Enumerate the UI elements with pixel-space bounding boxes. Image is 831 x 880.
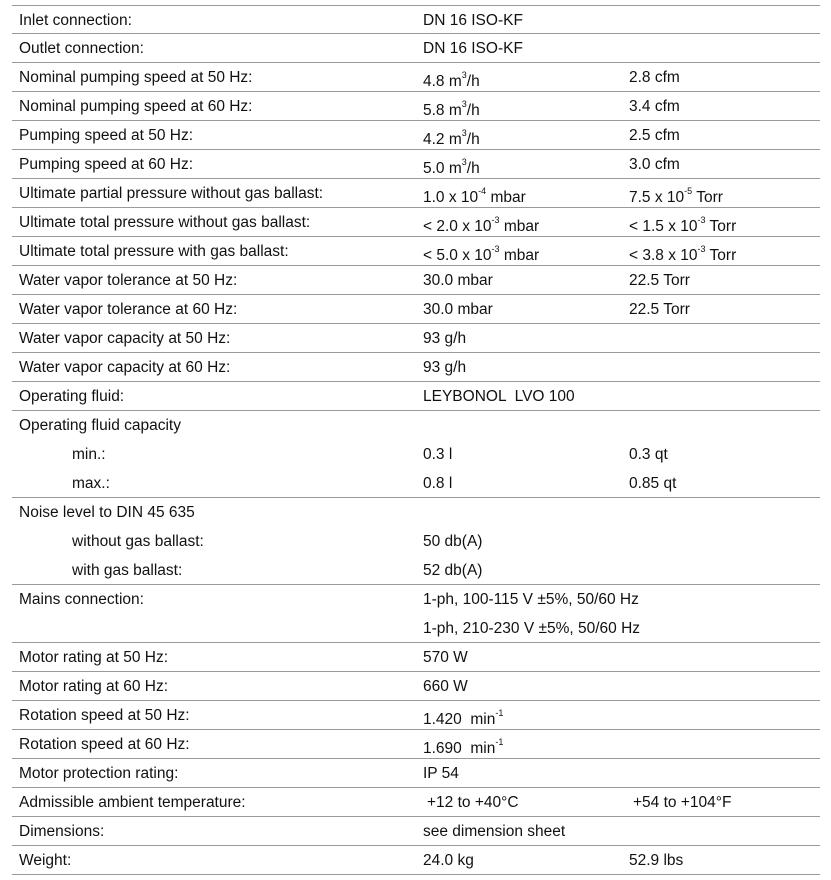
row-ultimate-partial-pressure [12,179,820,208]
row-value-metric: 52 db(A) [423,562,483,579]
row-value-metric: 1-ph, 100-115 V ±5%, 50/60 Hz [423,591,639,608]
row-label: Nominal pumping speed at 60 Hz: [19,98,253,115]
row-nominal-pumping-speed-50hz [12,63,820,92]
value-base: 4.2 m [423,131,462,149]
row-label: Mains connection: [19,591,144,608]
row-value-metric: DN 16 ISO-KF [423,12,523,29]
row-value-metric: 30.0 mbar [423,301,493,318]
row-weight [12,846,820,875]
row-label: Water vapor capacity at 60 Hz: [19,359,231,376]
row-value-metric: 660 W [423,678,468,695]
row-rotation-speed-60hz [12,730,820,759]
row-label: with gas ballast: [72,562,183,579]
row-pumping-speed-50hz [12,121,820,150]
row-label: Weight: [19,852,72,869]
row-label: Motor protection rating: [19,765,179,782]
value-exponent: 3 [461,99,467,109]
row-value-imperial: 3.0 cfm [629,156,680,173]
value-base: 1.420 min [423,711,496,729]
row-value-metric: 0.8 l [423,475,453,492]
row-label: Nominal pumping speed at 50 Hz: [19,69,253,86]
row-outlet-connection [12,34,820,63]
row-value-metric: LEYBONOL LVO 100 [423,388,575,405]
value-unit: mbar [499,218,540,236]
row-noise-with-ballast [12,556,820,585]
row-motor-protection-rating [12,759,820,788]
value-base: 4.8 m [423,73,462,91]
value-unit: /h [466,160,480,178]
row-value-metric: see dimension sheet [423,823,566,840]
row-label: Admissible ambient temperature: [19,794,246,811]
row-water-vapor-capacity-60hz [12,353,820,382]
row-ultimate-total-pressure-with-ballast [12,237,820,266]
row-ultimate-total-pressure-no-ballast [12,208,820,237]
value-exponent: -3 [491,244,500,254]
row-label: min.: [72,446,106,463]
row-pumping-speed-60hz [12,150,820,179]
value-unit: Torr [705,218,737,236]
row-label: Ultimate total pressure without gas ballast: [19,214,311,231]
row-fluid-capacity-min [12,440,820,469]
row-operating-fluid [12,382,820,411]
row-value-metric: 93 g/h [423,330,467,347]
row-motor-rating-60hz [12,672,820,701]
row-label: Pumping speed at 60 Hz: [19,156,194,173]
row-fluid-capacity-max [12,469,820,498]
value-base: < 2.0 x 10 [423,218,492,236]
row-rotation-speed-50hz [12,701,820,730]
row-label: max.: [72,475,110,492]
value-unit: /h [466,73,480,91]
row-label: Water vapor tolerance at 50 Hz: [19,272,238,289]
row-label: Pumping speed at 50 Hz: [19,127,194,144]
value-exponent: -1 [495,708,504,718]
row-value-imperial: 22.5 Torr [629,301,690,318]
row-water-vapor-capacity-50hz [12,324,820,353]
row-value-metric: 0.3 l [423,446,453,463]
row-label: Ultimate total pressure with gas ballast: [19,243,289,260]
value-unit: Torr [705,247,737,265]
row-label: Operating fluid capacity [19,417,181,434]
row-label: without gas ballast: [72,533,204,550]
row-value-imperial: 0.85 qt [629,475,677,492]
row-value-metric: 1-ph, 210-230 V ±5%, 50/60 Hz [423,620,641,637]
value-exponent: -3 [491,215,500,225]
row-value-imperial: 0.3 qt [629,446,668,463]
value-base: < 5.0 x 10 [423,247,492,265]
row-label: Water vapor capacity at 50 Hz: [19,330,231,347]
row-value-metric: DN 16 ISO-KF [423,40,523,57]
row-label: Ultimate partial pressure without gas ballast: [19,185,324,202]
value-base: < 1.5 x 10 [629,218,698,236]
row-value-metric: 30.0 mbar [423,272,493,289]
row-value-metric: 50 db(A) [423,533,483,550]
row-label: Motor rating at 50 Hz: [19,649,169,666]
row-value-imperial: 3.4 cfm [629,98,680,115]
row-water-vapor-tolerance-50hz [12,266,820,295]
row-noise-without-ballast [12,527,820,556]
value-unit: /h [466,131,480,149]
row-value-metric: 93 g/h [423,359,467,376]
value-base: 7.5 x 10 [629,189,685,207]
row-value-metric: IP 54 [423,765,459,782]
row-operating-fluid-capacity [12,411,820,440]
row-label: Rotation speed at 50 Hz: [19,707,190,724]
row-value-imperial: +54 to +104°F [633,794,732,811]
row-label: Dimensions: [19,823,105,840]
row-label: Motor rating at 60 Hz: [19,678,169,695]
row-label: Water vapor tolerance at 60 Hz: [19,301,238,318]
row-dimensions [12,817,820,846]
value-exponent: 3 [461,157,467,167]
value-exponent: -5 [684,186,693,196]
row-water-vapor-tolerance-60hz [12,295,820,324]
row-label: Operating fluid: [19,388,125,405]
row-label: Inlet connection: [19,12,132,29]
row-mains-connection-2 [12,614,820,643]
value-base: < 3.8 x 10 [629,247,698,265]
value-unit: mbar [486,189,526,207]
row-inlet-connection [12,5,820,34]
value-unit: Torr [692,189,723,207]
value-exponent: 3 [461,70,467,80]
row-label: Outlet connection: [19,40,144,57]
row-noise-level [12,498,820,527]
value-exponent: -4 [478,186,487,196]
value-base: 1.0 x 10 [423,189,479,207]
row-label: Noise level to DIN 45 635 [19,504,195,521]
value-exponent: -3 [697,215,706,225]
value-exponent: -1 [495,737,504,747]
value-unit: /h [466,102,480,120]
row-value-metric: 570 W [423,649,468,666]
row-value-metric: +12 to +40°C [427,794,519,811]
row-value-imperial: 2.5 cfm [629,127,680,144]
value-exponent: -3 [697,244,706,254]
value-exponent: 3 [461,128,467,138]
specifications-table [12,5,820,875]
row-value-metric: 24.0 kg [423,852,474,869]
value-base: 1.690 min [423,740,496,758]
row-ambient-temperature [12,788,820,817]
row-value-imperial: 52.9 lbs [629,852,684,869]
value-unit: mbar [499,247,540,265]
value-base: 5.0 m [423,160,462,178]
row-value-imperial: 2.8 cfm [629,69,680,86]
row-value-imperial: 22.5 Torr [629,272,690,289]
row-nominal-pumping-speed-60hz [12,92,820,121]
row-mains-connection [12,585,820,614]
row-label: Rotation speed at 60 Hz: [19,736,190,753]
row-motor-rating-50hz [12,643,820,672]
value-base: 5.8 m [423,102,462,120]
